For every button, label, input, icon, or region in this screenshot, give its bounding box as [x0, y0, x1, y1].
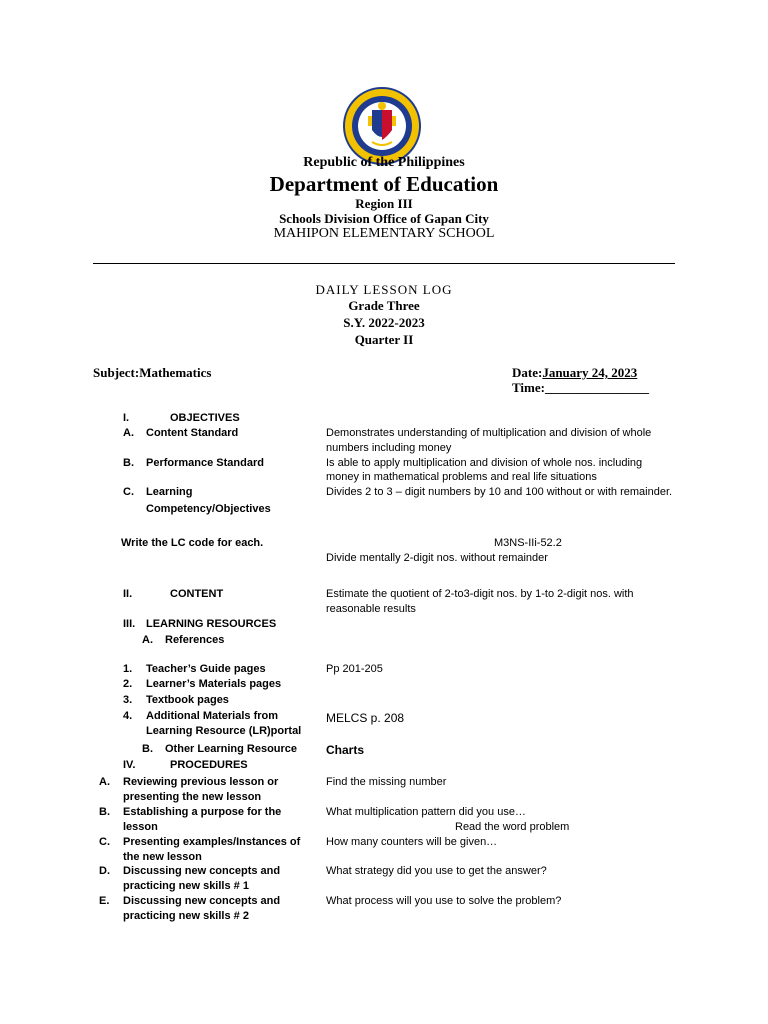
other-resource-value: Charts	[326, 743, 365, 757]
performance-standard-num: B.	[123, 457, 134, 469]
procedure-label-2: presenting the new lesson	[123, 791, 262, 803]
procedure-value: Find the missing number	[326, 776, 447, 788]
department-title: Department of Education	[269, 172, 499, 196]
deped-seal-icon	[342, 86, 422, 166]
competency-num: C.	[123, 486, 134, 498]
procedure-label-2: practicing new skills # 2	[123, 910, 249, 922]
procedure-value: What multiplication pattern did you use…	[326, 806, 526, 818]
lc-code-label: Write the LC code for each.	[121, 537, 264, 549]
procedure-value-2: Read the word problem	[455, 821, 570, 833]
resources-num: III.	[123, 618, 136, 630]
resources-heading: LEARNING RESOURCES	[146, 618, 277, 630]
time-field	[512, 380, 649, 396]
performance-standard-value-1: Is able to apply multiplication and division of whole nos. including	[326, 457, 643, 469]
lc-description: Divide mentally 2-digit nos. without remainder	[326, 552, 548, 564]
resource-item-num: 4.	[123, 710, 133, 722]
performance-standard-label: Performance Standard	[146, 457, 264, 469]
time-blank: ________________	[544, 380, 649, 395]
objectives-heading: OBJECTIVES	[170, 412, 240, 424]
school-year: S.Y. 2022-2023	[343, 315, 425, 330]
procedure-value: What process will you use to solve the problem?	[326, 895, 562, 907]
content-heading: CONTENT	[170, 588, 224, 600]
lc-code: M3NS-IIi-52.2	[494, 537, 562, 549]
school-name: MAHIPON ELEMENTARY SCHOOL	[273, 226, 495, 241]
procedure-num: C.	[99, 836, 110, 848]
resource-item-value: MELCS p. 208	[326, 711, 405, 725]
time-label: Time:	[512, 380, 545, 395]
content-value-2: reasonable results	[326, 603, 416, 615]
resource-item-num: 2.	[123, 678, 133, 690]
date-value: January 24, 2023	[542, 365, 638, 380]
content-standard-value-2: numbers including money	[326, 442, 452, 454]
resource-item-label: Textbook pages	[146, 694, 229, 706]
date-label: Date:	[512, 365, 543, 380]
content-num: II.	[123, 588, 133, 600]
procedure-num: D.	[99, 865, 110, 877]
quarter-line: Quarter II	[354, 332, 414, 347]
subject-line: Subject:Mathematics	[93, 365, 212, 380]
resource-item-num: 3.	[123, 694, 133, 706]
competency-label-2: Competency/Objectives	[146, 503, 271, 515]
procedure-label-1: Reviewing previous lesson or	[123, 776, 279, 788]
procedures-heading: PROCEDURES	[170, 759, 248, 771]
content-value-1: Estimate the quotient of 2-to3-digit nos. by 1-to 2-digit nos. with	[326, 588, 634, 600]
resource-item-label: Teacher’s Guide pages	[146, 663, 266, 675]
region-line: Region III	[355, 196, 413, 211]
performance-standard-value-2: money in mathematical problems and real life situations	[326, 471, 597, 483]
procedures-num: IV.	[123, 759, 136, 771]
procedure-value: How many counters will be given…	[326, 836, 498, 848]
content-standard-value-1: Demonstrates understanding of multiplication and division of whole	[326, 427, 652, 439]
procedure-label-2: lesson	[123, 821, 158, 833]
competency-label-1: Learning	[146, 486, 193, 498]
grade-line: Grade Three	[348, 298, 420, 313]
procedure-label-1: Establishing a purpose for the	[123, 806, 282, 818]
content-standard-label: Content Standard	[146, 427, 239, 439]
doc-title: DAILY LESSON LOG	[315, 282, 453, 297]
division-line: Schools Division Office of Gapan City	[279, 211, 489, 226]
procedure-label-2: practicing new skills # 1	[123, 880, 249, 892]
procedure-label-2: the new lesson	[123, 851, 202, 863]
procedure-label-1: Discussing new concepts and	[123, 865, 281, 877]
competency-value: Divides 2 to 3 – digit numbers by 10 and 100 without or with remainder.	[326, 486, 673, 498]
procedure-value: What strategy did you use to get the answer?	[326, 865, 547, 877]
other-resource-label: Other Learning Resource	[165, 743, 298, 755]
other-resource-num: B.	[142, 743, 153, 755]
references-label: References	[165, 634, 225, 646]
procedure-num: E.	[99, 895, 110, 907]
resource-item-label-2: Learning Resource (LR)portal	[146, 725, 302, 737]
procedure-num: A.	[99, 776, 110, 788]
resource-item-value: Pp 201-205	[326, 663, 383, 675]
content-standard-num: A.	[123, 427, 134, 439]
procedure-label-1: Discussing new concepts and	[123, 895, 281, 907]
header-divider	[93, 263, 675, 264]
procedure-label-1: Presenting examples/Instances of	[123, 836, 301, 848]
resource-item-num: 1.	[123, 663, 133, 675]
references-num: A.	[142, 634, 153, 646]
procedure-num: B.	[99, 806, 110, 818]
resource-item-label: Learner’s Materials pages	[146, 678, 282, 690]
objectives-num: I.	[123, 412, 130, 424]
date-field	[512, 365, 637, 381]
republic-line: Republic of the Philippines	[303, 155, 465, 170]
resource-item-label: Additional Materials from	[146, 710, 279, 722]
